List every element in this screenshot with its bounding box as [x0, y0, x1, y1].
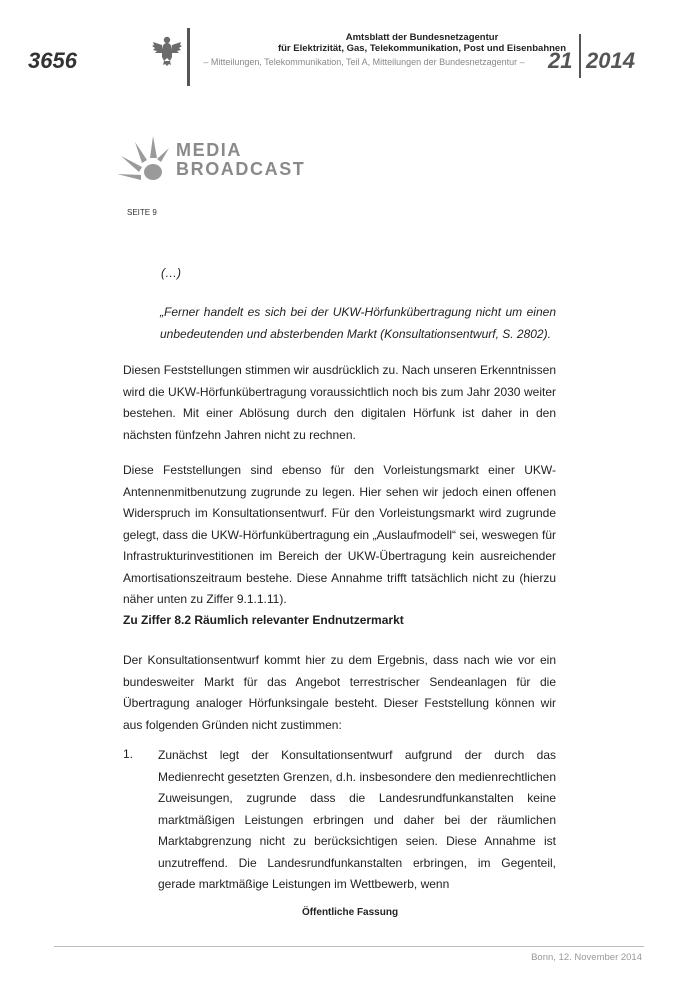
- list-item: Zunächst legt der Konsultationsentwurf aufgrund der durch das Medienrecht gesetzten Grenzen, d.h. insbesondere den medienrechtlichen Zuweisungen, zugrunde dass die Landesrundfunkanstalten keine marktmäßigen Leistungen erbringen und daher bei der räumlichen Marktabgrenzung nicht zu berücksichtigen seien. Diese Annahme ist unzutreffend. Die Landesrundfunkanstalten erbringen, im Gegenteil, gerade marktmäßige Leistungen im Wettbewerb, wenn: [158, 748, 556, 891]
- paragraph-1: Diesen Feststellungen stimmen wir ausdrücklich zu. Nach unseren Erkenntnissen wird die UKW-Hörfunkübertragung voraussichtlich noch bis zum Jahr 2030 weiter bestehen. Mit einer Ablösung durch den digitalen Hörfunk ist daher in den nächsten fünfzehn Jahren nicht zu rechnen.: [123, 363, 556, 442]
- header-divider: [187, 28, 190, 86]
- media-broadcast-sun-icon: [115, 128, 177, 186]
- federal-eagle-icon: [152, 34, 182, 66]
- issue-divider: [579, 34, 581, 78]
- paragraph-3: Der Konsultationsentwurf kommt hier zu dem Ergebnis, dass nach wie vor ein bundesweiter Markt für das Angebot terrestrischer Sendeanlagen für die Übertragung analoger Hörfunksingale besteht. Dieser Feststellung können wir aus folgenden Gründen nicht zustimmen:: [123, 653, 556, 732]
- public-version-label: Öffentliche Fassung: [301, 907, 399, 918]
- issue-number: 21: [548, 48, 573, 73]
- page-number: 3656: [28, 48, 77, 73]
- footer-place-date: Bonn, 12. November 2014: [531, 952, 642, 963]
- page-label: SEITE 9: [127, 208, 157, 217]
- issue-year: 2014: [586, 48, 635, 73]
- footer-divider: [54, 946, 644, 947]
- gazette-section: – Mitteilungen, Telekommunikation, Teil A, Mitteilungen der Bundesnetzagentur –: [203, 57, 525, 67]
- paragraph-2: Diese Feststellungen sind ebenso für den Vorleistungsmarkt einer UKW-Antennenmitbenutzung zugrunde zu legen. Hier sehen wir jedoch einen offenen Widerspruch im Konsultationsentwurf. Für den Vorleistungsmarkt wird zugrunde gelegt, dass die UKW-Hörfunkübertragung ein „Auslaufmodell“ sei, weswegen für Infrastrukturinvestitionen im Bereich der UKW-Übertragung kein ausreichender Amortisationszeitraum bestehe. Diese Annahme trifft tatsächlich nicht zu (hierzu näher unten zu Ziffer 9.1.1.11).: [123, 463, 556, 606]
- block-quote: „Ferner handelt es sich bei der UKW-Hörfunkübertragung nicht um einen unbedeutenden und absterbenden Markt (Konsultationsentwurf, S. 2802).: [160, 305, 556, 341]
- list-item-number: 1.: [123, 747, 134, 761]
- gazette-title: Amtsblatt der Bundesnetzagentur: [345, 32, 499, 43]
- gazette-title-sub: für Elektrizität, Gas, Telekommunikation, Post und Eisenbahnen: [277, 43, 567, 54]
- logo-text-broadcast: BROADCAST: [176, 159, 306, 179]
- quote-ellipsis: (…): [161, 266, 181, 280]
- logo-text-media: MEDIA: [176, 140, 242, 160]
- section-heading: Zu Ziffer 8.2 Räumlich relevanter Endnutzermarkt: [123, 613, 404, 627]
